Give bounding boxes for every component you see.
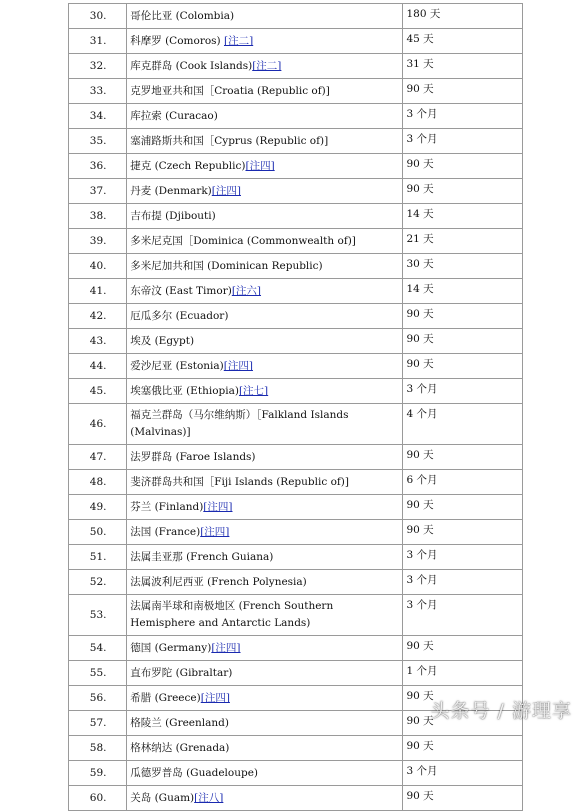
table-row bbox=[69, 129, 523, 154]
row-number bbox=[69, 520, 127, 545]
row-number bbox=[69, 204, 127, 229]
country-name: 法属波利尼西亚 (French Polynesia) bbox=[130, 576, 307, 588]
row-number bbox=[69, 495, 127, 520]
country-cell bbox=[127, 445, 403, 470]
row-number bbox=[69, 570, 127, 595]
country-name: 哥伦比亚 (Colombia) bbox=[130, 10, 235, 22]
row-number bbox=[69, 4, 127, 29]
footnote-link[interactable]: [注八] bbox=[194, 792, 224, 804]
stay-duration: 90 天 bbox=[403, 304, 523, 329]
country-name: 克罗地亚共和国［Croatia (Republic of)] bbox=[130, 85, 330, 97]
row-number-text: 56. bbox=[89, 692, 107, 704]
row-number bbox=[69, 154, 127, 179]
country-cell bbox=[127, 570, 403, 595]
country-cell bbox=[127, 786, 403, 811]
row-number-text: 46. bbox=[89, 418, 107, 430]
table-row bbox=[69, 520, 523, 545]
row-number bbox=[69, 279, 127, 304]
country-cell bbox=[127, 470, 403, 495]
row-number bbox=[69, 661, 127, 686]
footnote-link[interactable]: [注四] bbox=[223, 360, 253, 372]
table-row bbox=[69, 786, 523, 811]
country-name: 法国 (France) bbox=[130, 526, 201, 538]
footnote-link[interactable]: [注四] bbox=[211, 642, 241, 654]
country-name: 埃及 (Egypt) bbox=[130, 335, 195, 347]
stay-duration: 90 天 bbox=[403, 736, 523, 761]
table-row bbox=[69, 29, 523, 54]
row-number-text: 45. bbox=[89, 385, 107, 397]
stay-duration: 3 个月 bbox=[403, 595, 523, 636]
stay-duration: 21 天 bbox=[403, 229, 523, 254]
row-number-text: 49. bbox=[89, 501, 107, 513]
table-row bbox=[69, 154, 523, 179]
row-number bbox=[69, 404, 127, 445]
stay-duration: 3 个月 bbox=[403, 129, 523, 154]
stay-duration: 90 天 bbox=[403, 329, 523, 354]
table-row bbox=[69, 4, 523, 29]
stay-duration: 90 天 bbox=[403, 495, 523, 520]
row-number-text: 33. bbox=[89, 85, 107, 97]
row-number bbox=[69, 445, 127, 470]
table-row bbox=[69, 54, 523, 79]
table-row bbox=[69, 661, 523, 686]
stay-duration: 45 天 bbox=[403, 29, 523, 54]
country-name: 东帝汶 (East Timor) bbox=[130, 285, 232, 297]
row-number-text: 60. bbox=[89, 792, 107, 804]
watermark: 头条号 / 游理享 bbox=[430, 700, 572, 722]
row-number bbox=[69, 711, 127, 736]
row-number-text: 41. bbox=[89, 285, 107, 297]
row-number bbox=[69, 29, 127, 54]
footnote-link[interactable]: [注六] bbox=[231, 285, 262, 297]
footnote-link[interactable]: [注四] bbox=[211, 185, 241, 197]
stay-duration: 14 天 bbox=[403, 204, 523, 229]
stay-duration: 180 天 bbox=[403, 4, 523, 29]
table-row bbox=[69, 229, 523, 254]
footnote-link[interactable]: [注七] bbox=[238, 385, 269, 397]
row-number-text: 39. bbox=[89, 235, 107, 247]
country-cell bbox=[127, 129, 403, 154]
row-number-text: 42. bbox=[89, 310, 107, 322]
country-cell bbox=[127, 154, 403, 179]
visa-table bbox=[68, 3, 523, 811]
visa-table-body bbox=[69, 4, 523, 811]
stay-duration: 3 个月 bbox=[403, 104, 523, 129]
stay-duration: 3 个月 bbox=[403, 761, 523, 786]
country-cell bbox=[127, 254, 403, 279]
row-number-text: 57. bbox=[89, 717, 107, 729]
row-number-text: 43. bbox=[89, 335, 107, 347]
row-number-text: 37. bbox=[89, 185, 107, 197]
country-name: 直布罗陀 (Gibraltar) bbox=[130, 667, 233, 679]
table-row bbox=[69, 404, 523, 445]
row-number bbox=[69, 379, 127, 404]
stay-duration: 90 天 bbox=[403, 445, 523, 470]
stay-duration: 90 天 bbox=[403, 154, 523, 179]
row-number bbox=[69, 636, 127, 661]
table-row bbox=[69, 179, 523, 204]
stay-duration: 90 天 bbox=[403, 786, 523, 811]
footnote-link[interactable]: [注二] bbox=[223, 35, 254, 47]
country-cell bbox=[127, 204, 403, 229]
country-cell bbox=[127, 520, 403, 545]
country-name: 福克兰群岛（马尔维纳斯）［Falkland Islands (Malvinas)] bbox=[130, 409, 349, 438]
country-cell bbox=[127, 279, 403, 304]
row-number bbox=[69, 229, 127, 254]
row-number bbox=[69, 304, 127, 329]
country-name: 斐济群岛共和国［Fiji Islands (Republic of)] bbox=[130, 476, 349, 488]
row-number-text: 36. bbox=[89, 160, 107, 172]
country-cell bbox=[127, 711, 403, 736]
country-cell bbox=[127, 686, 403, 711]
row-number bbox=[69, 786, 127, 811]
country-name: 格林纳达 (Grenada) bbox=[130, 742, 230, 754]
country-name: 德国 (Germany) bbox=[130, 642, 212, 654]
row-number bbox=[69, 595, 127, 636]
country-cell bbox=[127, 229, 403, 254]
footnote-link[interactable]: [注四] bbox=[200, 692, 230, 704]
country-name: 丹麦 (Denmark) bbox=[130, 185, 212, 197]
country-name: 库克群岛 (Cook Islands) bbox=[130, 60, 253, 72]
footnote-link[interactable]: [注四] bbox=[245, 160, 275, 172]
row-number bbox=[69, 254, 127, 279]
stay-duration: 1 个月 bbox=[403, 661, 523, 686]
row-number-text: 54. bbox=[89, 642, 107, 654]
row-number-text: 59. bbox=[89, 767, 107, 779]
table-row bbox=[69, 570, 523, 595]
table-row bbox=[69, 329, 523, 354]
stay-duration: 30 天 bbox=[403, 254, 523, 279]
country-name: 瓜德罗普岛 (Guadeloupe) bbox=[130, 767, 259, 779]
table-row bbox=[69, 104, 523, 129]
table-row bbox=[69, 79, 523, 104]
table-row bbox=[69, 304, 523, 329]
country-name: 库拉索 (Curacao) bbox=[130, 110, 218, 122]
country-name: 多米尼加共和国 (Dominican Republic) bbox=[130, 260, 323, 272]
row-number-text: 31. bbox=[89, 35, 107, 47]
country-cell bbox=[127, 54, 403, 79]
table-row bbox=[69, 761, 523, 786]
country-cell bbox=[127, 179, 403, 204]
country-cell bbox=[127, 661, 403, 686]
row-number-text: 40. bbox=[89, 260, 107, 272]
row-number bbox=[69, 686, 127, 711]
row-number-text: 55. bbox=[89, 667, 107, 679]
country-name: 法罗群岛 (Faroe Islands) bbox=[130, 451, 256, 463]
stay-duration: 90 天 bbox=[403, 79, 523, 104]
row-number bbox=[69, 54, 127, 79]
footnote-link[interactable]: [注四] bbox=[203, 501, 233, 513]
country-cell bbox=[127, 29, 403, 54]
country-name: 格陵兰 (Greenland) bbox=[130, 717, 229, 729]
row-number bbox=[69, 736, 127, 761]
row-number-text: 58. bbox=[89, 742, 107, 754]
country-cell bbox=[127, 636, 403, 661]
row-number bbox=[69, 329, 127, 354]
country-name: 多米尼克国［Dominica (Commonwealth of)] bbox=[130, 235, 356, 247]
table-row bbox=[69, 636, 523, 661]
country-cell bbox=[127, 736, 403, 761]
stay-duration: 4 个月 bbox=[403, 404, 523, 445]
row-number bbox=[69, 104, 127, 129]
table-row bbox=[69, 279, 523, 304]
row-number bbox=[69, 129, 127, 154]
country-name: 厄瓜多尔 (Ecuador) bbox=[130, 310, 229, 322]
row-number-text: 34. bbox=[89, 110, 107, 122]
country-cell bbox=[127, 404, 403, 445]
row-number-text: 32. bbox=[89, 60, 107, 72]
country-cell bbox=[127, 354, 403, 379]
row-number bbox=[69, 79, 127, 104]
country-cell bbox=[127, 495, 403, 520]
table-row bbox=[69, 204, 523, 229]
country-cell bbox=[127, 595, 403, 636]
country-cell bbox=[127, 104, 403, 129]
row-number-text: 47. bbox=[89, 451, 107, 463]
country-name: 塞浦路斯共和国［Cyprus (Republic of)] bbox=[130, 135, 329, 147]
country-cell bbox=[127, 79, 403, 104]
row-number bbox=[69, 470, 127, 495]
stay-duration: 90 天 bbox=[403, 686, 523, 711]
country-cell bbox=[127, 304, 403, 329]
row-number bbox=[69, 354, 127, 379]
row-number bbox=[69, 545, 127, 570]
country-cell bbox=[127, 545, 403, 570]
row-number-text: 50. bbox=[89, 526, 107, 538]
stay-duration: 90 天 bbox=[403, 179, 523, 204]
country-cell bbox=[127, 379, 403, 404]
table-row bbox=[69, 736, 523, 761]
row-number-text: 53. bbox=[89, 609, 107, 621]
stay-duration: 14 天 bbox=[403, 279, 523, 304]
country-name: 科摩罗 (Comoros) bbox=[130, 35, 224, 47]
country-name: 爱沙尼亚 (Estonia) bbox=[130, 360, 224, 372]
row-number-text: 44. bbox=[89, 360, 107, 372]
footnote-link[interactable]: [注二] bbox=[252, 60, 282, 72]
row-number bbox=[69, 761, 127, 786]
stay-duration: 3 个月 bbox=[403, 379, 523, 404]
stay-duration: 3 个月 bbox=[403, 545, 523, 570]
country-name: 希腊 (Greece) bbox=[130, 692, 201, 704]
table-row bbox=[69, 470, 523, 495]
country-name: 埃塞俄比亚 (Ethiopia) bbox=[130, 385, 239, 397]
row-number-text: 35. bbox=[89, 135, 107, 147]
stay-duration: 6 个月 bbox=[403, 470, 523, 495]
stay-duration: 90 天 bbox=[403, 520, 523, 545]
stay-duration: 90 天 bbox=[403, 711, 523, 736]
country-name: 关岛 (Guam) bbox=[130, 792, 195, 804]
country-cell bbox=[127, 761, 403, 786]
table-row bbox=[69, 445, 523, 470]
row-number-text: 52. bbox=[89, 576, 107, 588]
stay-duration: 90 天 bbox=[403, 636, 523, 661]
table-row bbox=[69, 379, 523, 404]
table-row bbox=[69, 254, 523, 279]
stay-duration: 31 天 bbox=[403, 54, 523, 79]
table-row bbox=[69, 545, 523, 570]
country-name: 芬兰 (Finland) bbox=[130, 501, 204, 513]
row-number-text: 30. bbox=[89, 10, 107, 22]
row-number bbox=[69, 179, 127, 204]
table-row bbox=[69, 354, 523, 379]
row-number-text: 51. bbox=[89, 551, 107, 563]
footnote-link[interactable]: [注四] bbox=[200, 526, 230, 538]
country-cell bbox=[127, 4, 403, 29]
stay-duration: 90 天 bbox=[403, 354, 523, 379]
table-row bbox=[69, 595, 523, 636]
country-name: 法属南半球和南极地区 (French Southern Hemisphere and Antarctic Lands) bbox=[130, 600, 334, 629]
country-name: 捷克 (Czech Republic) bbox=[130, 160, 246, 172]
row-number-text: 48. bbox=[89, 476, 107, 488]
table-row bbox=[69, 495, 523, 520]
country-name: 吉布提 (Djibouti) bbox=[130, 210, 216, 222]
country-name: 法属圭亚那 (French Guiana) bbox=[130, 551, 274, 563]
country-cell bbox=[127, 329, 403, 354]
stay-duration: 3 个月 bbox=[403, 570, 523, 595]
row-number-text: 38. bbox=[89, 210, 107, 222]
